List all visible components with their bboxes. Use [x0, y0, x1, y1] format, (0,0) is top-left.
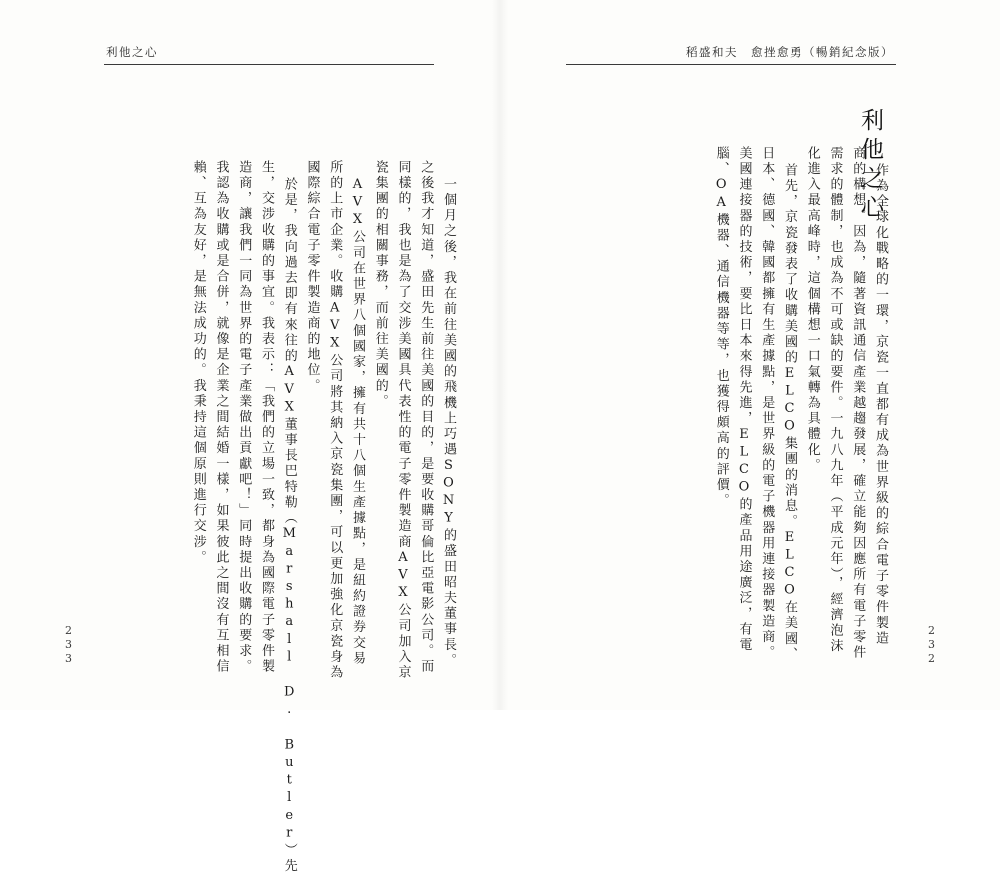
text-column: 作為全球化戰略的一環，京瓷一直都有成為世界級的綜合電子零件製造 — [873, 163, 888, 647]
text-column: 需求的體制，也成為不可或缺的要件。一九八九年（平成元年），經濟泡沫 — [827, 146, 843, 655]
running-head-right: 稻盛和夫 愈挫愈勇（暢銷紀念版） — [686, 45, 894, 59]
page-number-right: 232 — [925, 624, 938, 666]
text-column: 我認為收購或是合併，就像是企業之間結婚一樣，如果彼此之間沒有互相信 — [213, 160, 229, 675]
text-column: 日本、德國、韓國都擁有生產據點，是世界級的電子機器用連接器製造商。 — [759, 146, 775, 661]
text-column: 一個月之後，我在前往美國的飛機上巧遇SONY的盛田昭夫董事長。 — [441, 177, 456, 669]
text-column: 造商，讓我們一同為世界的電子產業做出貢獻吧！」同時提出收購的要求。 — [236, 160, 252, 675]
text-column: AVX公司在世界八個國家，擁有共十八個生產據點，是紐約證券交易 — [350, 177, 365, 667]
text-column: 所的上市企業。收購AVX公司將其納入京瓷集團，可以更加強化京瓷身為 — [327, 160, 343, 681]
text-column: 賴、互為友好，是無法成功的。我秉持這個原則進行交涉。 — [190, 160, 206, 566]
page-number-left: 233 — [62, 624, 75, 666]
text-column: 首先，京瓷發表了收購美國的ELCO集團的消息。ELCO在美國、 — [782, 163, 797, 663]
body-text-right-page — [568, 146, 888, 663]
text-column: 同樣的，我也是為了交涉美國具代表性的電子零件製造商AVX公司加入京 — [395, 160, 411, 681]
text-column: 化進入最高峰時，這個構想一口氣轉為具體化。 — [804, 146, 820, 474]
chapter-title: 利他之心 — [857, 108, 883, 224]
body-text-left-page — [104, 160, 456, 874]
running-head-rule-left — [104, 64, 434, 65]
text-column: 瓷集團的相關事務，而前往美國的。 — [372, 160, 388, 410]
text-column: 國際綜合電子零件製造商的地位。 — [304, 160, 320, 394]
text-column: 腦、OA機器、通信機器等等，也獲得頗高的評價。 — [713, 146, 729, 509]
text-column: 生，交涉收購的事宜。我表示：「我們的立場一致，都身為國際電子零件製 — [259, 160, 274, 675]
running-head-rule-right — [566, 64, 896, 65]
running-head-left: 利他之心 — [106, 45, 158, 59]
text-column: 之後我才知道，盛田先生前往美國的目的，是要收購哥倫比亞電影公司。而 — [418, 160, 434, 675]
text-column: 商的構想。因為，隨著資訊通信產業越趨發展，確立能夠因應所有電子零件 — [850, 146, 866, 661]
text-column: 於是，我向過去即有來往的AVX董事長巴特勒（Marshall D. Butler）先 — [281, 177, 297, 874]
text-column: 美國連接器的技術，要比日本來得先進，ELCO的產品用途廣泛，有電 — [736, 146, 752, 654]
